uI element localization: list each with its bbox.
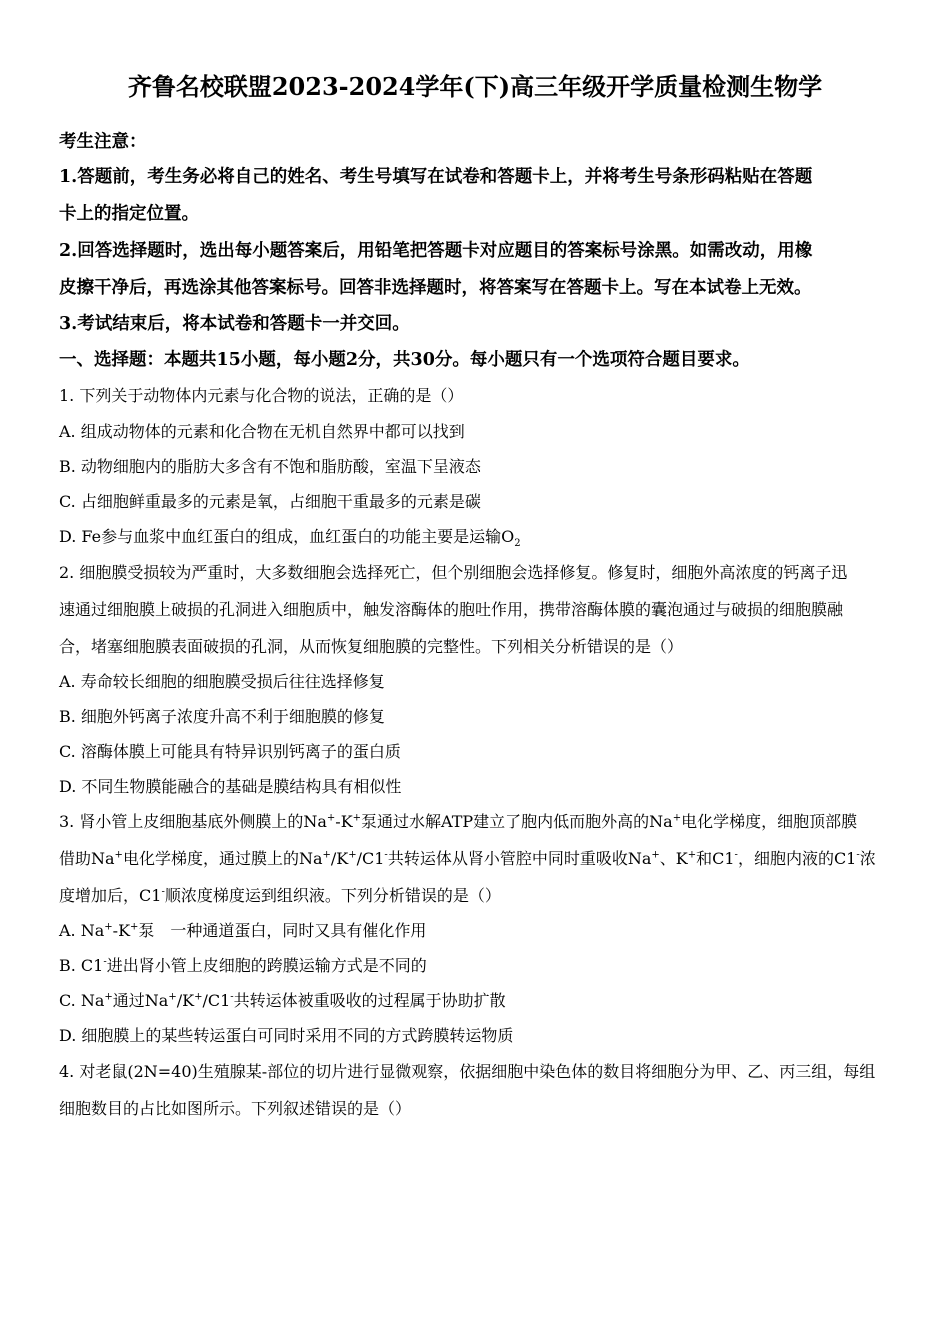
notice-item-2-line-2: 皮擦干净后，再选涂其他答案标号。回答非选择题时，将答案写在答题卡上。写在本试卷上无效。 — [59, 278, 812, 298]
question-3-option-d: D. 细胞膜上的某些转运蛋白可同时采用不同的方式跨膜转运物质 — [59, 1026, 514, 1045]
page-title: 齐鲁名校联盟2023-2024学年(下)高三年级开学质量检测生物学 — [127, 72, 823, 101]
question-2-option-a: A. 寿命较长细胞的细胞膜受损后往往选择修复 — [59, 672, 385, 691]
question-1-option-a: A. 组成动物体的元素和化合物在无机自然界中都可以找到 — [59, 422, 465, 441]
question-2-stem-line-1: 2. 细胞膜受损较为严重时，大多数细胞会选择死亡，但个别细胞会选择修复。修复时，细胞外高浓度的钙离子迅 — [59, 563, 848, 582]
question-1-option-d: D. Fe参与血浆中血红蛋白的组成，血红蛋白的功能主要是运输$O_2$ — [59, 527, 521, 550]
question-2-stem-line-2: 速通过细胞膜上破损的孔洞进入细胞质中，触发溶酶体的胞吐作用，携带溶酶体膜的囊泡通过与破损的细胞膜融 — [59, 600, 844, 619]
question-3-option-b: B. C1-进出肾小管上皮细胞的跨膜运输方式是不同的 — [59, 956, 427, 975]
question-3-stem-line-1: 3. 肾小管上皮细胞基底外侧膜上的Na+-K+泵通过水解ATP建立了胞内低而胞外高的Na+电化学梯度，细胞顶部膜 — [59, 812, 858, 831]
question-4-stem-line-1: 4. 对老鼠(2N=40)生殖腺某-部位的切片进行显微观察，依据细胞中染色体的数目将细胞分为甲、乙、丙三组，每组 — [59, 1062, 876, 1081]
question-3-stem-line-3: 度增加后，C1-顺浓度梯度运到组织液。下列分析错误的是（） — [59, 886, 501, 905]
notice-item-1-line-1: 1.答题前，考生务必将自己的姓名、考生号填写在试卷和答题卡上，并将考生号条形码粘贴在答题 — [59, 167, 813, 187]
question-2-option-b: B. 细胞外钙离子浓度升高不利于细胞膜的修复 — [59, 707, 385, 726]
question-4-stem-line-2: 细胞数目的占比如图所示。下列叙述错误的是（） — [59, 1099, 412, 1118]
question-1-option-c: C. 占细胞鲜重最多的元素是氧，占细胞干重最多的元素是碳 — [59, 492, 481, 511]
notice-heading: 考生注意： — [59, 132, 147, 152]
section-heading: 一、选择题：本题共15小题，每小题2分，共30分。每小题只有一个选项符合题目要求。 — [59, 350, 750, 370]
question-1-stem: 1. 下列关于动物体内元素与化合物的说法，正确的是（） — [59, 386, 464, 405]
notice-item-1-line-2: 卡上的指定位置。 — [59, 204, 199, 224]
notice-item-2-line-1: 2.回答选择题时，选出每小题答案后，用铅笔把答题卡对应题目的答案标号涂黑。如需改动，用橡 — [59, 241, 813, 261]
question-3-option-c: C. Na+通过Na+/K+/C1-共转运体被重吸收的过程属于协助扩散 — [59, 991, 506, 1010]
question-3-option-a: A. Na+-K+泵 一种通道蛋白，同时又具有催化作用 — [59, 921, 427, 940]
question-1-option-b: B. 动物细胞内的脂肪大多含有不饱和脂肪酸，室温下呈液态 — [59, 457, 481, 476]
notice-item-3: 3.考试结束后，将本试卷和答题卡一并交回。 — [59, 314, 410, 334]
question-3-stem-line-2: 借助Na+电化学梯度，通过膜上的Na+/K+/C1-共转运体从肾小管腔中同时重吸收Na+、K+和C1-，细胞内液的C1-浓 — [59, 849, 876, 868]
question-2-option-c: C. 溶酶体膜上可能具有特异识别钙离子的蛋白质 — [59, 742, 401, 761]
question-2-option-d: D. 不同生物膜能融合的基础是膜结构具有相似性 — [59, 777, 402, 796]
question-2-stem-line-3: 合，堵塞细胞膜表面破损的孔洞，从而恢复细胞膜的完整性。下列相关分析错误的是（） — [59, 637, 684, 656]
